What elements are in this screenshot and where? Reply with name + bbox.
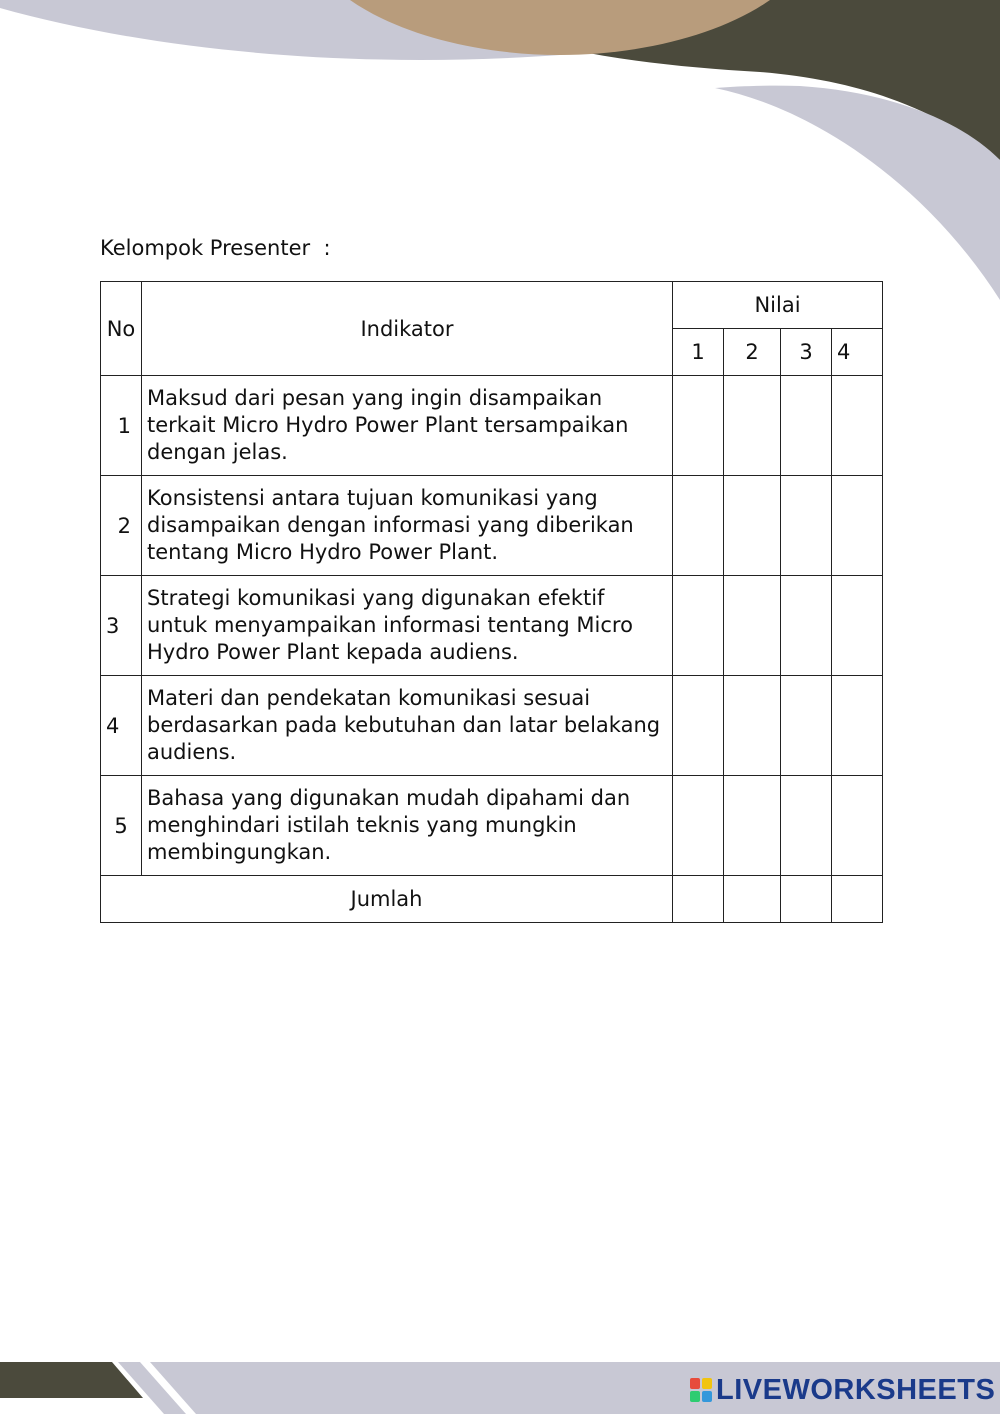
score-cell-1[interactable] [673, 676, 724, 776]
liveworksheets-logo-icon [690, 1378, 712, 1402]
table-row [101, 676, 883, 776]
row-indicator: Bahasa yang digunakan mudah dipahami dan menghindari istilah teknis yang mungkin membingungkan. [142, 776, 673, 876]
header-score-3: 3 [781, 329, 832, 376]
total-score-cell-4[interactable] [832, 876, 883, 923]
table-header-row [101, 282, 883, 329]
score-cell-3[interactable] [781, 676, 832, 776]
score-cell-4[interactable] [832, 676, 883, 776]
row-indicator: Strategi komunikasi yang digunakan efektif untuk menyampaikan informasi tentang Micro Hydro Power Plant kepada audiens. [142, 576, 673, 676]
score-cell-2[interactable] [724, 676, 781, 776]
table-row [101, 476, 883, 576]
assessment-table [100, 281, 883, 923]
score-cell-1[interactable] [673, 476, 724, 576]
score-cell-2[interactable] [724, 776, 781, 876]
total-score-cell-1[interactable] [673, 876, 724, 923]
group-presenter-label: Kelompok Presenter : [100, 236, 331, 260]
score-cell-4[interactable] [832, 576, 883, 676]
bottom-dark-band [0, 1362, 143, 1398]
total-row [101, 876, 883, 923]
row-indicator: Maksud dari pesan yang ingin disampaikan terkait Micro Hydro Power Plant tersampaikan dengan jelas. [142, 376, 673, 476]
row-number: 1 [101, 376, 142, 476]
score-cell-4[interactable] [832, 376, 883, 476]
score-cell-3[interactable] [781, 376, 832, 476]
row-number: 4 [101, 676, 142, 776]
total-score-cell-2[interactable] [724, 876, 781, 923]
table-row [101, 376, 883, 476]
liveworksheets-watermark [690, 1372, 995, 1408]
score-cell-1[interactable] [673, 576, 724, 676]
header-score-4: 4 [832, 329, 883, 376]
header-score-group: Nilai [673, 282, 883, 329]
score-cell-4[interactable] [832, 476, 883, 576]
score-cell-2[interactable] [724, 476, 781, 576]
row-indicator: Materi dan pendekatan komunikasi sesuai berdasarkan pada kebutuhan dan latar belakang audiens. [142, 676, 673, 776]
header-no: No [101, 282, 142, 376]
table-row [101, 576, 883, 676]
score-cell-3[interactable] [781, 776, 832, 876]
row-indicator: Konsistensi antara tujuan komunikasi yang disampaikan dengan informasi yang diberikan tentang Micro Hydro Power Plant. [142, 476, 673, 576]
header-score-2: 2 [724, 329, 781, 376]
watermark-text: LIVEWORKSHEETS [716, 1373, 996, 1406]
score-cell-3[interactable] [781, 576, 832, 676]
score-cell-4[interactable] [832, 776, 883, 876]
row-number: 5 [101, 776, 142, 876]
score-cell-2[interactable] [724, 376, 781, 476]
score-cell-2[interactable] [724, 576, 781, 676]
total-score-cell-3[interactable] [781, 876, 832, 923]
row-number: 3 [101, 576, 142, 676]
score-cell-3[interactable] [781, 476, 832, 576]
total-label: Jumlah [101, 876, 673, 923]
score-cell-1[interactable] [673, 376, 724, 476]
row-number: 2 [101, 476, 142, 576]
header-score-1: 1 [673, 329, 724, 376]
score-cell-1[interactable] [673, 776, 724, 876]
header-indicator: Indikator [142, 282, 673, 376]
table-row [101, 776, 883, 876]
